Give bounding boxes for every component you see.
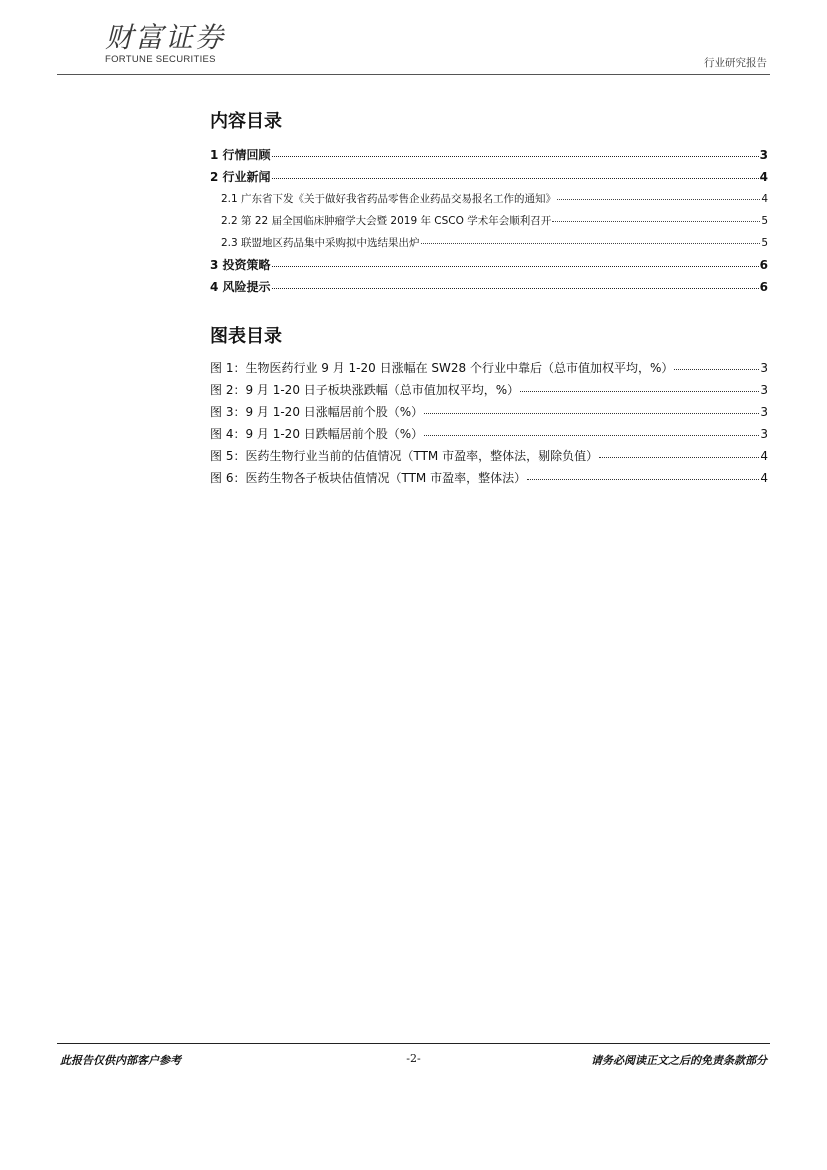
toc-entry[interactable] [210, 144, 768, 166]
logo-chinese-text: 财富证券 [105, 21, 226, 54]
toc-entry-page-number: 4 [759, 170, 768, 184]
dot-leader [520, 391, 759, 392]
figure-entry[interactable] [210, 445, 768, 467]
figure-entry[interactable] [210, 467, 768, 489]
figure-entry-label: 图 3：9 月 1-20 日涨幅居前个股（%） [210, 405, 424, 419]
toc-entry-page-number: 4 [761, 193, 768, 205]
figure-entry[interactable] [210, 401, 768, 423]
figure-entry-page-number: 3 [760, 361, 768, 375]
figures-section [210, 325, 768, 489]
figure-entry-label: 图 6：医药生物各子板块估值情况（TTM 市盈率，整体法） [210, 471, 527, 485]
figure-entry-label: 图 1：生物医药行业 9 月 1-20 日涨幅在 SW28 个行业中靠后（总市值加权平均，%） [210, 361, 674, 375]
toc-entry-label: 1 行情回顾 [210, 148, 271, 162]
figure-entry-label: 图 2：9 月 1-20 日子板块涨跌幅（总市值加权平均，%） [210, 383, 520, 397]
toc-entry-page-number: 6 [759, 258, 768, 272]
report-type-label: 行业研究报告 [704, 57, 767, 69]
toc-entry-page-number: 3 [759, 148, 768, 162]
toc-entry[interactable] [210, 276, 768, 298]
footer-disclaimer-left: 此报告仅供内部客户参考 [60, 1054, 181, 1067]
dot-leader [527, 479, 759, 480]
toc-entry-label: 2.1 广东省下发《关于做好我省药品零售企业药品交易报名工作的通知》 [221, 193, 557, 205]
dot-leader [674, 369, 759, 370]
toc-entry[interactable] [210, 232, 768, 254]
toc-entry[interactable] [210, 210, 768, 232]
toc-entry-label: 2.2 第 22 届全国临床肿瘤学大会暨 2019 年 CSCO 学术年会顺利召开 [221, 215, 552, 227]
dot-leader [272, 266, 759, 267]
toc-entry[interactable] [210, 254, 768, 276]
figure-entry[interactable] [210, 379, 768, 401]
toc-entry[interactable] [210, 188, 768, 210]
figure-entry[interactable] [210, 423, 768, 445]
footer-divider [57, 1043, 770, 1044]
company-logo [105, 22, 225, 65]
toc-entry-label: 4 风险提示 [210, 280, 271, 294]
contents-section [210, 110, 768, 298]
toc-entry-label: 2 行业新闻 [210, 170, 271, 184]
figure-entry-page-number: 3 [760, 383, 768, 397]
toc-entry-page-number: 6 [759, 280, 768, 294]
figure-entry-page-number: 3 [760, 427, 768, 441]
header-divider [57, 74, 770, 75]
figure-entry-label: 图 4：9 月 1-20 日跌幅居前个股（%） [210, 427, 424, 441]
dot-leader [424, 413, 759, 414]
dot-leader [424, 435, 759, 436]
figure-entry-page-number: 3 [760, 405, 768, 419]
figures-title: 图表目录 [210, 326, 282, 347]
footer-disclaimer-right: 请务必阅读正文之后的免责条款部分 [591, 1054, 767, 1067]
figure-entry-page-number: 4 [760, 449, 768, 463]
dot-leader [272, 288, 759, 289]
figure-entry-page-number: 4 [760, 471, 768, 485]
figure-entry-label: 图 5：医药生物行业当前的估值情况（TTM 市盈率，整体法，剔除负值） [210, 449, 599, 463]
dot-leader [599, 457, 759, 458]
logo-english-text: FORTUNE SECURITIES [105, 54, 216, 65]
toc-entry-label: 3 投资策略 [210, 258, 271, 272]
figures-list [210, 357, 768, 489]
toc-entry[interactable] [210, 166, 768, 188]
figure-entry[interactable] [210, 357, 768, 379]
dot-leader [272, 178, 759, 179]
dot-leader [272, 156, 759, 157]
dot-leader [552, 221, 760, 222]
dot-leader [421, 243, 761, 244]
dot-leader [557, 199, 760, 200]
page-number: -2- [406, 1052, 421, 1065]
toc-entry-page-number: 5 [761, 237, 768, 249]
contents-list [210, 144, 768, 298]
toc-entry-label: 2.3 联盟地区药品集中采购拟中选结果出炉 [221, 237, 420, 249]
toc-entry-page-number: 5 [761, 215, 768, 227]
contents-title: 内容目录 [210, 111, 282, 132]
